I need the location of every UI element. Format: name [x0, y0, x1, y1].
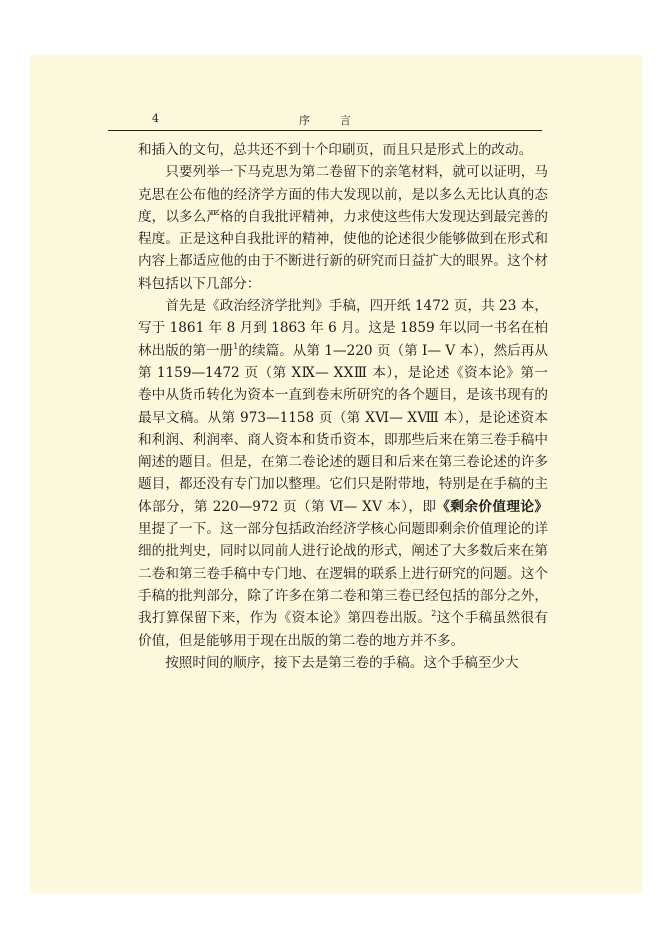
paragraph-text: 首先是《政治经济学批判》手稿，四开纸 1472 页，共 23 本，写于 1861 年 8 月到 1863 年 6 月。这是 1859 年以同一书名在柏林出版的第一册 — [138, 298, 548, 359]
paragraph: 只要列举一下马克思为第二卷留下的亲笔材料，就可以证明，马克思在公布他的经济学方面的伟大发现以前，是以多么无比认真的态度，以多么严格的自我批评精神，力求使这些伟大发现达到最完善的程度。正是这种自我批评的精神，使他的论述很少能够做到在形式和内容上都适应他的由于不断进行新的研究而日益扩大的眼界。这个材料包括以下几部分： — [138, 164, 548, 292]
paragraph-text: 里提了一下。这一部分包括政治经济学核心问题即剩余价值理论的详细的批判史，同时以同前人进行论战的形式，阐述了大多数后来在第二卷和第三卷手稿中专门地、在逻辑的联系上进行研究的问题。这个手稿的批判部分，除了许多在第二卷和第三卷已经包括的部分之外，我打算保留下来，作为《资本论》第四卷出版。 — [138, 521, 548, 627]
page-header — [108, 110, 542, 131]
footnote-marker[interactable]: 2 — [431, 609, 437, 619]
paragraph-text: 这个手稿虽然很有价值，但是能够用于现在出版的第二卷的地方并不多。 — [138, 610, 549, 649]
page-number: 4 — [152, 112, 159, 125]
running-title: 序 言 — [299, 114, 365, 127]
body-text — [138, 139, 548, 674]
paragraph — [138, 295, 548, 652]
paragraph: 和插入的文句，总共还不到十个印刷页，而且只是形式上的改动。 — [138, 142, 533, 158]
footnote-marker[interactable]: 1 — [233, 341, 239, 351]
paragraph: 按照时间的顺序，接下去是第三卷的手稿。这个手稿至少大 — [165, 654, 519, 671]
paragraph-text: 的续篇。从第 1—220 页（第 Ⅰ— Ⅴ 本），然后再从第 1159—1472 页（第 ⅩⅨ— ⅩⅩⅢ 本），是论述《资本论》第一卷中从货币转化为资本一直到卷末所研究的各个题目，是该书现有的最早文稿。从第 973—1158 页（第 ⅩⅥ— ⅩⅧ 本），是论述资本和利润、利润率、商人资本和货币资本，即那些后来在第三卷手稿中阐述的题目。但是，在第二卷论述的题目和后来在第三卷论述的许多题目，都还没有专门加以整理。它们只是附带地，特别是在手稿的主体部分，第 220—972 页（第 Ⅵ— ⅩⅤ 本），即 — [138, 342, 548, 515]
bold-title: 《剩余价值理论》 — [436, 498, 548, 515]
